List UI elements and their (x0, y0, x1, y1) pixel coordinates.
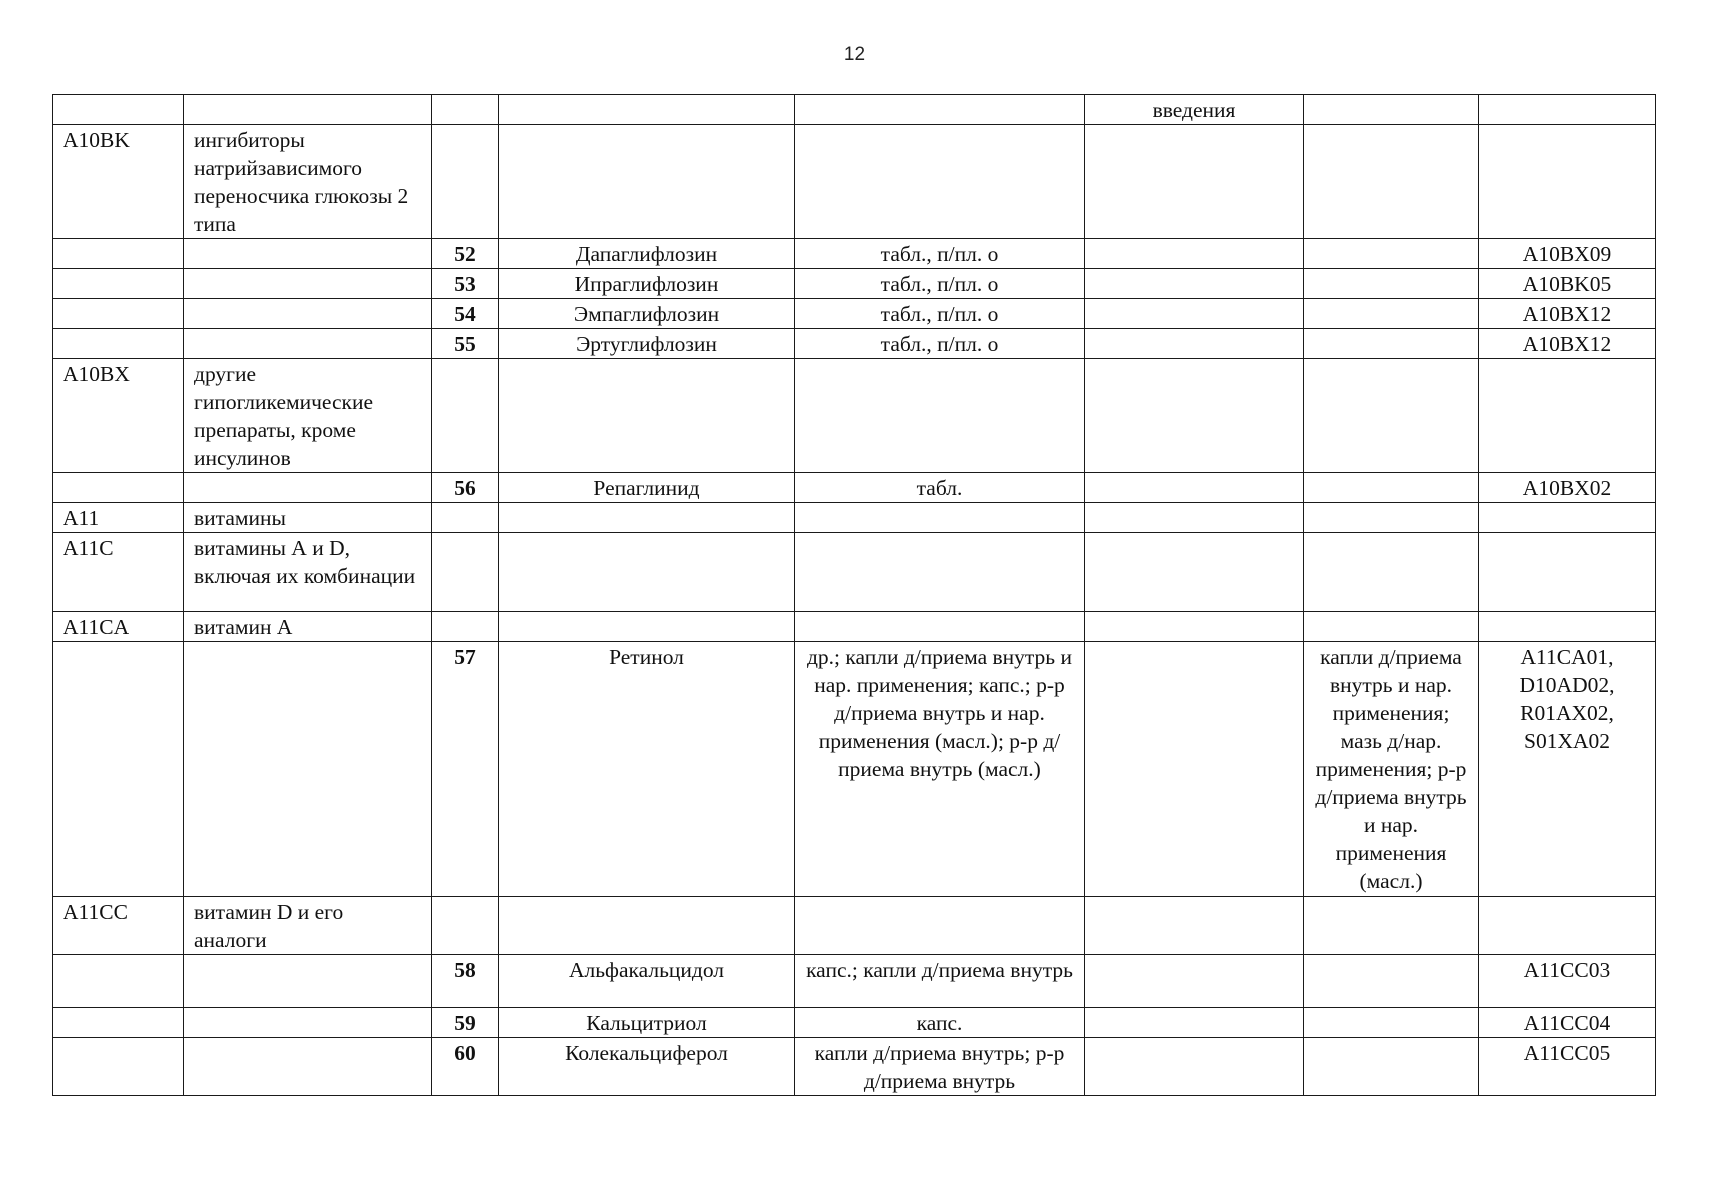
dosage-form-cell (795, 95, 1085, 125)
group-name-cell: другие гипогликемические препараты, кроме инсулинов (184, 359, 432, 473)
drug-name-cell: Колекальциферол (499, 1038, 795, 1096)
atc-group-code-cell: A11CC (53, 897, 184, 955)
drug-name-cell (499, 359, 795, 473)
additional-form-cell (1304, 533, 1479, 612)
administration-cell (1085, 642, 1304, 897)
group-name-cell: витамин D и его аналоги (184, 897, 432, 955)
atc-code-cell (1479, 95, 1656, 125)
table-row (53, 955, 1656, 1008)
dosage-form-cell: капли д/приема внутрь; р-р д/приема внутрь (795, 1038, 1085, 1096)
group-name-cell (184, 642, 432, 897)
table-row (53, 503, 1656, 533)
atc-code-cell: A11CC04 (1479, 1008, 1656, 1038)
administration-cell (1085, 1038, 1304, 1096)
atc-code-cell: A10BX09 (1479, 239, 1656, 269)
additional-form-cell (1304, 269, 1479, 299)
drug-name-cell (499, 533, 795, 612)
administration-cell (1085, 897, 1304, 955)
table-row (53, 299, 1656, 329)
drug-name-cell: Ипраглифлозин (499, 269, 795, 299)
dosage-form-cell (795, 503, 1085, 533)
atc-group-code-cell (53, 329, 184, 359)
additional-form-cell: капли д/приема внутрь и нар. применения; мазь д/нар. применения; р-р д/приема внутрь и нар. применения (масл.) (1304, 642, 1479, 897)
atc-group-code-cell: A11 (53, 503, 184, 533)
group-name-cell (184, 95, 432, 125)
additional-form-cell (1304, 329, 1479, 359)
group-name-cell (184, 239, 432, 269)
dosage-form-cell (795, 612, 1085, 642)
administration-cell (1085, 299, 1304, 329)
administration-cell (1085, 473, 1304, 503)
dosage-form-cell (795, 897, 1085, 955)
dosage-form-cell: капс.; капли д/приема внутрь (795, 955, 1085, 1008)
dosage-form-cell: табл., п/пл. о (795, 299, 1085, 329)
drug-name-cell: Эмпаглифлозин (499, 299, 795, 329)
group-name-cell (184, 299, 432, 329)
atc-code-cell: A10BX02 (1479, 473, 1656, 503)
administration-cell (1085, 612, 1304, 642)
group-name-cell (184, 473, 432, 503)
additional-form-cell (1304, 299, 1479, 329)
additional-form-cell (1304, 239, 1479, 269)
atc-group-code-cell (53, 95, 184, 125)
atc-group-code-cell (53, 239, 184, 269)
additional-form-cell (1304, 897, 1479, 955)
atc-code-cell (1479, 503, 1656, 533)
item-number-cell: 52 (432, 239, 499, 269)
item-number-cell (432, 95, 499, 125)
drug-table (52, 94, 1656, 1096)
drug-name-cell: Кальцитриол (499, 1008, 795, 1038)
item-number-cell: 56 (432, 473, 499, 503)
table-row (53, 95, 1656, 125)
drug-name-cell: Дапаглифлозин (499, 239, 795, 269)
group-name-cell: витамины (184, 503, 432, 533)
dosage-form-cell: табл., п/пл. о (795, 239, 1085, 269)
atc-code-cell: A11CC03 (1479, 955, 1656, 1008)
atc-group-code-cell (53, 1008, 184, 1038)
atc-code-cell (1479, 612, 1656, 642)
table-row (53, 897, 1656, 955)
page-number: 12 (843, 44, 866, 65)
dosage-form-cell: др.; капли д/приема внутрь и нар. применения; капс.; р-р д/приема внутрь и нар. применения (масл.); р-р д/приема внутрь (масл.) (795, 642, 1085, 897)
table-body (53, 95, 1656, 1096)
dosage-form-cell (795, 533, 1085, 612)
additional-form-cell (1304, 612, 1479, 642)
atc-group-code-cell: A11C (53, 533, 184, 612)
administration-cell (1085, 533, 1304, 612)
group-name-cell: витамин А (184, 612, 432, 642)
table-row (53, 329, 1656, 359)
drug-name-cell (499, 125, 795, 239)
item-number-cell: 59 (432, 1008, 499, 1038)
atc-code-cell (1479, 125, 1656, 239)
item-number-cell: 55 (432, 329, 499, 359)
administration-cell (1085, 125, 1304, 239)
additional-form-cell (1304, 473, 1479, 503)
group-name-cell (184, 1008, 432, 1038)
table-row (53, 1038, 1656, 1096)
atc-code-cell (1479, 533, 1656, 612)
table-row (53, 642, 1656, 897)
table-row (53, 533, 1656, 612)
dosage-form-cell (795, 359, 1085, 473)
item-number-cell (432, 897, 499, 955)
drug-name-cell (499, 95, 795, 125)
group-name-cell (184, 269, 432, 299)
dosage-form-cell: табл., п/пл. о (795, 269, 1085, 299)
item-number-cell (432, 125, 499, 239)
item-number-cell (432, 612, 499, 642)
atc-group-code-cell (53, 955, 184, 1008)
atc-code-cell (1479, 359, 1656, 473)
atc-group-code-cell: A10BK (53, 125, 184, 239)
table-row (53, 359, 1656, 473)
table-row (53, 125, 1656, 239)
drug-name-cell: Ретинол (499, 642, 795, 897)
administration-cell (1085, 955, 1304, 1008)
atc-group-code-cell: A10BX (53, 359, 184, 473)
atc-group-code-cell (53, 642, 184, 897)
atc-code-cell: A10BK05 (1479, 269, 1656, 299)
dosage-form-cell: табл. (795, 473, 1085, 503)
additional-form-cell (1304, 95, 1479, 125)
group-name-cell: ингибиторы натрийзависимого переносчика глюкозы 2 типа (184, 125, 432, 239)
administration-cell (1085, 1008, 1304, 1038)
administration-cell (1085, 329, 1304, 359)
additional-form-cell (1304, 955, 1479, 1008)
drug-name-cell (499, 897, 795, 955)
administration-cell (1085, 269, 1304, 299)
item-number-cell: 60 (432, 1038, 499, 1096)
drug-name-cell: Альфакальцидол (499, 955, 795, 1008)
item-number-cell: 53 (432, 269, 499, 299)
administration-cell (1085, 503, 1304, 533)
dosage-form-cell: табл., п/пл. о (795, 329, 1085, 359)
item-number-cell (432, 359, 499, 473)
atc-code-cell (1479, 897, 1656, 955)
additional-form-cell (1304, 1038, 1479, 1096)
additional-form-cell (1304, 125, 1479, 239)
atc-code-cell: A11CC05 (1479, 1038, 1656, 1096)
item-number-cell (432, 503, 499, 533)
atc-group-code-cell: A11CA (53, 612, 184, 642)
atc-group-code-cell (53, 1038, 184, 1096)
administration-cell (1085, 239, 1304, 269)
table-row (53, 239, 1656, 269)
table-row (53, 269, 1656, 299)
drug-name-cell (499, 503, 795, 533)
table-row (53, 1008, 1656, 1038)
group-name-cell (184, 329, 432, 359)
drug-name-cell: Эртуглифлозин (499, 329, 795, 359)
item-number-cell: 54 (432, 299, 499, 329)
administration-cell (1085, 359, 1304, 473)
group-name-cell (184, 1038, 432, 1096)
item-number-cell: 58 (432, 955, 499, 1008)
group-name-cell (184, 955, 432, 1008)
additional-form-cell (1304, 1008, 1479, 1038)
group-name-cell: витамины А и D, включая их комбинации (184, 533, 432, 612)
table-row (53, 612, 1656, 642)
atc-code-cell: A10BX12 (1479, 329, 1656, 359)
item-number-cell: 57 (432, 642, 499, 897)
drug-name-cell: Репаглинид (499, 473, 795, 503)
atc-group-code-cell (53, 473, 184, 503)
drug-name-cell (499, 612, 795, 642)
atc-code-cell: A11CA01, D10AD02, R01AX02, S01XA02 (1479, 642, 1656, 897)
additional-form-cell (1304, 359, 1479, 473)
atc-code-cell: A10BX12 (1479, 299, 1656, 329)
additional-form-cell (1304, 503, 1479, 533)
item-number-cell (432, 533, 499, 612)
atc-group-code-cell (53, 299, 184, 329)
dosage-form-cell: капс. (795, 1008, 1085, 1038)
atc-group-code-cell (53, 269, 184, 299)
table-row (53, 473, 1656, 503)
dosage-form-cell (795, 125, 1085, 239)
administration-cell: введения (1085, 95, 1304, 125)
